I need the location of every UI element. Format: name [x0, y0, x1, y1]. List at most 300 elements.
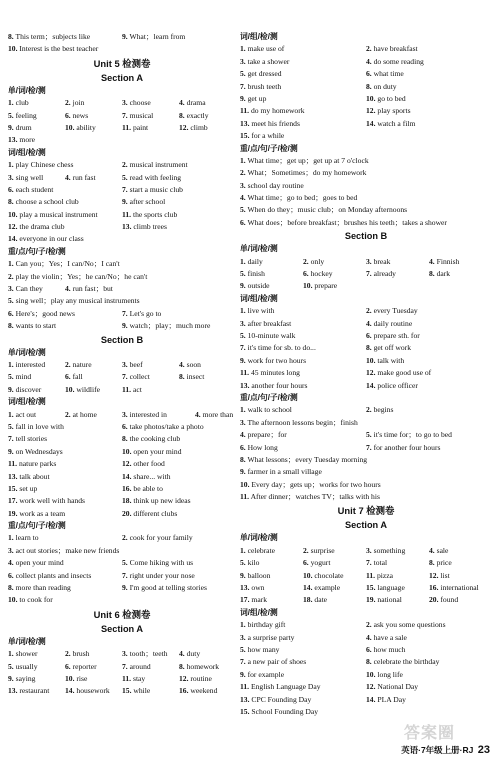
answer-item	[366, 256, 429, 268]
answer-row	[8, 258, 236, 270]
answer-item	[8, 221, 122, 233]
answer-item	[366, 570, 429, 582]
answer-row	[8, 545, 236, 557]
item-number: 13.	[240, 694, 250, 704]
item-answer: school day routine	[247, 180, 304, 190]
answer-row	[8, 421, 236, 433]
item-number: 1.	[240, 620, 246, 630]
item-number: 10.	[122, 446, 132, 456]
unit-heading: Unit 5 检测卷	[93, 57, 151, 69]
item-number: 14.	[65, 686, 75, 696]
answer-item	[240, 681, 366, 693]
item-number: 1.	[240, 256, 246, 266]
item-answer: club	[15, 98, 29, 108]
item-answer: watch a film	[377, 118, 416, 128]
answer-item	[122, 172, 236, 184]
answer-item	[366, 594, 429, 606]
item-number: 14.	[366, 118, 376, 128]
answer-item	[366, 268, 429, 280]
answer-item	[8, 508, 122, 520]
item-answer: chocolate	[314, 570, 344, 580]
item-number: 2.	[122, 160, 128, 170]
item-number: 1.	[8, 359, 14, 369]
answer-item	[240, 454, 492, 466]
item-number: 2.	[366, 306, 372, 316]
answer-item	[366, 318, 492, 330]
item-answer: insect	[186, 372, 205, 382]
item-number: 1.	[240, 405, 246, 415]
item-number: 7.	[122, 372, 128, 382]
answer-item	[240, 557, 303, 569]
answer-item	[366, 632, 492, 644]
item-answer: brush teeth	[247, 81, 282, 91]
item-answer: talk with	[377, 355, 405, 365]
item-answer: watch；play；much more	[129, 321, 211, 331]
item-number: 11.	[122, 673, 132, 683]
item-answer: start a music club	[129, 184, 183, 194]
answer-item	[8, 458, 122, 470]
answer-item	[240, 155, 492, 167]
item-number: 5.	[122, 172, 128, 182]
item-answer: Can they	[15, 284, 43, 294]
answer-item	[240, 305, 366, 317]
answer-item	[240, 280, 303, 292]
answer-item	[65, 685, 122, 697]
answer-item	[240, 318, 366, 330]
item-number: 11.	[122, 209, 132, 219]
item-answer: how much	[373, 644, 406, 654]
item-answer: something	[373, 545, 406, 555]
item-number: 3.	[122, 409, 128, 419]
item-answer: different clubs	[133, 508, 178, 518]
item-answer: get off work	[373, 343, 412, 353]
item-answer: School Founding Day	[251, 706, 319, 716]
item-answer: play sports	[377, 106, 411, 116]
answer-item	[303, 280, 366, 292]
answer-item	[65, 283, 236, 295]
answer-item	[240, 706, 492, 718]
item-number: 7.	[122, 184, 128, 194]
item-answer: around	[129, 661, 151, 671]
answer-item	[122, 97, 179, 109]
answer-item	[8, 271, 236, 283]
answer-item	[303, 545, 366, 557]
item-number: 4.	[240, 430, 246, 440]
answer-row	[8, 122, 236, 134]
item-answer: every Tuesday	[373, 306, 418, 316]
item-number: 2.	[65, 409, 71, 419]
item-number: 14.	[122, 471, 132, 481]
answer-row	[8, 43, 236, 55]
item-answer: CPC Founding Day	[251, 694, 312, 704]
item-answer: work for two hours	[247, 355, 307, 365]
item-number: 7.	[122, 570, 128, 580]
item-number: 11.	[8, 459, 18, 469]
answer-row	[240, 330, 492, 342]
item-answer: prepare sth. for	[373, 330, 420, 340]
item-answer: more than reading	[15, 583, 71, 593]
item-answer: be able to	[133, 483, 163, 493]
answer-item	[240, 479, 492, 491]
answer-row	[240, 656, 492, 668]
answer-item	[240, 180, 492, 192]
item-answer: break	[373, 256, 391, 266]
answer-row	[240, 694, 492, 706]
item-number: 7.	[366, 558, 372, 568]
item-answer: get dressed	[247, 69, 282, 79]
answer-row	[240, 342, 492, 354]
item-number: 5.	[240, 205, 246, 215]
answer-row	[240, 491, 492, 503]
answer-row	[8, 359, 236, 371]
item-answer: interested	[15, 359, 46, 369]
item-number: 13.	[8, 471, 18, 481]
answer-item	[65, 371, 122, 383]
item-answer: play the violin；Yes；he can/No；he can't	[15, 271, 148, 281]
answer-item	[65, 384, 122, 396]
item-answer: share... with	[133, 471, 171, 481]
answer-row	[240, 192, 492, 204]
answer-item	[8, 545, 236, 557]
item-number: 10.	[303, 570, 313, 580]
item-answer: the cooking club	[129, 434, 181, 444]
answer-item	[8, 594, 236, 606]
item-number: 8.	[179, 661, 185, 671]
item-answer: brush	[72, 649, 90, 659]
item-number: 3.	[122, 359, 128, 369]
item-answer: each student	[15, 184, 54, 194]
category-label: 词/组/检/测	[240, 607, 278, 617]
answer-item	[240, 330, 366, 342]
item-answer: everyone in our class	[19, 234, 84, 244]
answer-item	[8, 446, 122, 458]
item-number: 1.	[240, 155, 246, 165]
answer-item	[65, 409, 122, 421]
item-number: 3.	[240, 417, 246, 427]
item-number: 3.	[8, 284, 14, 294]
item-number: 5.	[8, 296, 14, 306]
answer-item	[122, 359, 179, 371]
item-number: 8.	[8, 321, 14, 331]
answer-item	[122, 458, 236, 470]
item-answer: This term；subjects like	[15, 32, 91, 41]
answer-item	[8, 471, 122, 483]
item-answer: do my homework	[250, 106, 305, 116]
item-number: 4.	[429, 545, 435, 555]
item-number: 6.	[65, 661, 71, 671]
category-label: 重/点/句/子/检/测	[8, 246, 66, 256]
item-answer: own	[251, 583, 265, 593]
item-number: 5.	[240, 644, 246, 654]
answer-item	[65, 110, 122, 122]
item-answer: housework	[76, 686, 110, 696]
item-number: 14.	[8, 234, 18, 244]
item-answer: news	[72, 110, 89, 120]
item-number: 7.	[8, 434, 14, 444]
item-number: 4.	[366, 318, 372, 328]
category-label: 单/词/检/测	[8, 636, 46, 646]
item-answer: choose a school club	[15, 197, 79, 207]
item-number: 12.	[366, 106, 376, 116]
item-answer: choose	[129, 98, 151, 108]
item-answer: duty	[186, 649, 201, 659]
item-answer: musical	[129, 110, 154, 120]
answer-item	[122, 421, 236, 433]
item-number: 2.	[366, 620, 372, 630]
item-answer: routine	[190, 673, 212, 683]
item-answer: join	[72, 98, 85, 108]
category-label: 词/组/检/测	[240, 32, 278, 41]
item-number: 13.	[240, 583, 250, 593]
item-number: 19.	[366, 595, 376, 605]
item-answer: have breakfast	[373, 44, 418, 54]
answer-row	[240, 681, 492, 693]
item-answer: wildlife	[76, 384, 101, 394]
item-number: 9.	[240, 281, 246, 291]
answer-row	[240, 280, 492, 292]
item-answer: wants to start	[15, 321, 57, 331]
item-number: 9.	[240, 570, 246, 580]
answer-item	[366, 380, 492, 392]
answer-item	[8, 97, 65, 109]
item-answer: 45 minutes long	[250, 368, 300, 378]
answer-item	[366, 105, 492, 117]
item-answer: national	[377, 595, 402, 605]
answer-item	[122, 673, 179, 685]
answer-row	[240, 318, 492, 330]
answer-item	[429, 557, 492, 569]
item-answer: right under your nose	[129, 570, 195, 580]
answer-row	[8, 557, 236, 569]
answer-item	[8, 295, 236, 307]
answer-item	[65, 97, 122, 109]
answer-row	[240, 594, 492, 606]
answer-item	[179, 371, 236, 383]
item-answer: rise	[76, 673, 88, 683]
item-answer: kilo	[247, 558, 260, 568]
item-number: 3.	[122, 649, 128, 659]
item-number: 8.	[240, 454, 246, 464]
answer-item	[122, 308, 236, 320]
answer-row	[8, 508, 236, 520]
item-answer: nature parks	[18, 459, 57, 469]
item-answer: open your mind	[133, 446, 182, 456]
item-answer: Finnish	[436, 256, 460, 266]
answer-item	[240, 694, 366, 706]
item-number: 5.	[8, 372, 14, 382]
item-number: 8.	[8, 197, 14, 207]
item-answer: how many	[247, 644, 280, 654]
item-answer: long life	[377, 669, 403, 679]
item-answer: after breakfast	[247, 318, 292, 328]
answer-item	[122, 661, 179, 673]
item-number: 9.	[122, 321, 128, 331]
item-answer: ability	[76, 122, 96, 132]
item-answer: begins	[373, 405, 394, 415]
answer-item	[366, 429, 492, 441]
item-number: 4.	[65, 172, 71, 182]
answer-item	[179, 359, 236, 371]
answer-item	[8, 209, 122, 221]
answer-row	[240, 669, 492, 681]
item-number: 9.	[122, 583, 128, 593]
item-number: 3.	[240, 56, 246, 66]
item-answer: on Wednesdays	[15, 446, 63, 456]
item-number: 4.	[179, 98, 185, 108]
item-number: 8.	[366, 657, 372, 667]
item-number: 4.	[366, 632, 372, 642]
item-answer: How long	[247, 442, 278, 452]
answer-item	[240, 570, 303, 582]
section-heading: Section A	[344, 520, 388, 531]
item-answer: a new pair of shoes	[247, 657, 307, 667]
answer-item	[8, 570, 122, 582]
item-number: 15.	[122, 686, 132, 696]
answer-item	[8, 308, 122, 320]
item-number: 19.	[8, 508, 18, 518]
item-answer: go to bed	[377, 93, 406, 103]
item-number: 5.	[8, 421, 14, 431]
item-number: 10.	[240, 479, 250, 489]
item-number: 10.	[366, 93, 376, 103]
item-number: 1.	[8, 533, 14, 543]
answer-item	[122, 409, 195, 421]
answer-row	[8, 271, 236, 283]
item-answer: for example	[247, 669, 285, 679]
answer-item	[122, 122, 179, 134]
item-number: 5.	[366, 430, 372, 440]
item-number: 6.	[8, 308, 14, 318]
item-number: 1.	[8, 649, 14, 659]
item-answer: finish	[247, 269, 265, 279]
item-number: 11.	[366, 570, 376, 580]
item-answer: it's time for；to go to bed	[373, 430, 452, 440]
item-number: 1.	[240, 306, 246, 316]
item-number: 5.	[240, 330, 246, 340]
book-label: 英语·7年级上册·RJ	[401, 744, 474, 755]
answer-item	[366, 81, 492, 93]
item-answer: what time	[373, 69, 404, 79]
answer-row	[240, 155, 492, 167]
item-answer: ask you some questions	[373, 620, 446, 630]
item-answer: climb trees	[133, 222, 167, 232]
left-column	[8, 31, 236, 698]
answer-item	[179, 110, 236, 122]
item-answer: open your mind	[15, 558, 64, 568]
answer-row	[240, 105, 492, 117]
answer-item	[240, 466, 492, 478]
item-number: 2.	[8, 271, 14, 281]
answer-item	[240, 669, 366, 681]
item-answer: talk about	[19, 471, 50, 481]
answer-item	[65, 122, 122, 134]
item-number: 6.	[240, 442, 246, 452]
answer-item	[366, 367, 492, 379]
answer-row	[240, 442, 492, 454]
item-answer: on duty	[373, 81, 397, 91]
item-answer: sale	[436, 545, 449, 555]
answer-row	[240, 268, 492, 280]
answer-item	[240, 656, 366, 668]
item-answer: PLA Day	[377, 694, 406, 704]
answer-item	[240, 130, 492, 142]
answer-row	[240, 545, 492, 557]
item-answer: Can you；Yes；I can/No；I can't	[15, 259, 120, 269]
item-number: 4.	[429, 256, 435, 266]
answer-item	[429, 268, 492, 280]
section-heading: Section A	[100, 623, 144, 634]
answer-item	[8, 320, 122, 332]
item-number: 3.	[366, 545, 372, 555]
item-number: 9.	[122, 197, 128, 207]
answer-row	[240, 355, 492, 367]
item-answer: make use of	[247, 44, 285, 54]
answer-item	[8, 685, 65, 697]
item-number: 6.	[122, 421, 128, 431]
item-answer: for another four hours	[373, 442, 441, 452]
answer-item	[8, 172, 65, 184]
item-number: 5.	[122, 558, 128, 568]
item-answer: exactly	[186, 110, 209, 120]
item-number: 15.	[240, 706, 250, 716]
item-answer: set up	[19, 483, 38, 493]
answer-item	[8, 196, 122, 208]
answer-item	[429, 594, 492, 606]
answer-row	[8, 446, 236, 458]
answer-item	[8, 110, 65, 122]
section-heading: Section A	[100, 72, 144, 83]
item-answer: Come hiking with us	[129, 558, 194, 568]
category-label: 单/词/检/测	[8, 347, 46, 357]
item-number: 14.	[366, 380, 376, 390]
item-answer: take photos/take a photo	[129, 421, 204, 431]
answer-item	[122, 384, 179, 396]
item-answer: What；learn from	[129, 32, 186, 41]
answer-row	[240, 167, 492, 179]
item-answer: weekend	[190, 686, 218, 696]
answer-item	[122, 483, 236, 495]
item-number: 14.	[303, 583, 313, 593]
answer-item	[122, 557, 236, 569]
item-number: 1.	[8, 259, 14, 269]
answer-item	[303, 268, 366, 280]
page-footer	[401, 744, 490, 756]
answer-item	[240, 105, 366, 117]
category-label: 词/组/检/测	[240, 293, 278, 303]
answer-item	[240, 167, 492, 179]
item-answer: after school	[129, 197, 166, 207]
item-number: 9.	[122, 32, 128, 41]
answer-item	[179, 122, 236, 134]
item-answer: reporter	[72, 661, 97, 671]
item-answer: play Chinese chess	[15, 160, 74, 170]
answer-item	[122, 320, 236, 332]
answer-item	[179, 661, 236, 673]
answer-item	[179, 648, 236, 660]
item-number: 10.	[303, 281, 313, 291]
item-answer: soon	[186, 359, 201, 369]
item-number: 4.	[65, 284, 71, 294]
item-answer: learn to	[15, 533, 39, 543]
item-answer: take a shower	[247, 56, 290, 66]
item-number: 13.	[8, 686, 18, 696]
item-number: 9.	[8, 446, 14, 456]
item-number: 15.	[8, 483, 18, 493]
answer-item	[429, 582, 492, 594]
item-number: 11.	[240, 682, 250, 692]
item-answer: What time；go to bed；goes to bed	[247, 193, 358, 203]
answer-item	[8, 233, 236, 245]
